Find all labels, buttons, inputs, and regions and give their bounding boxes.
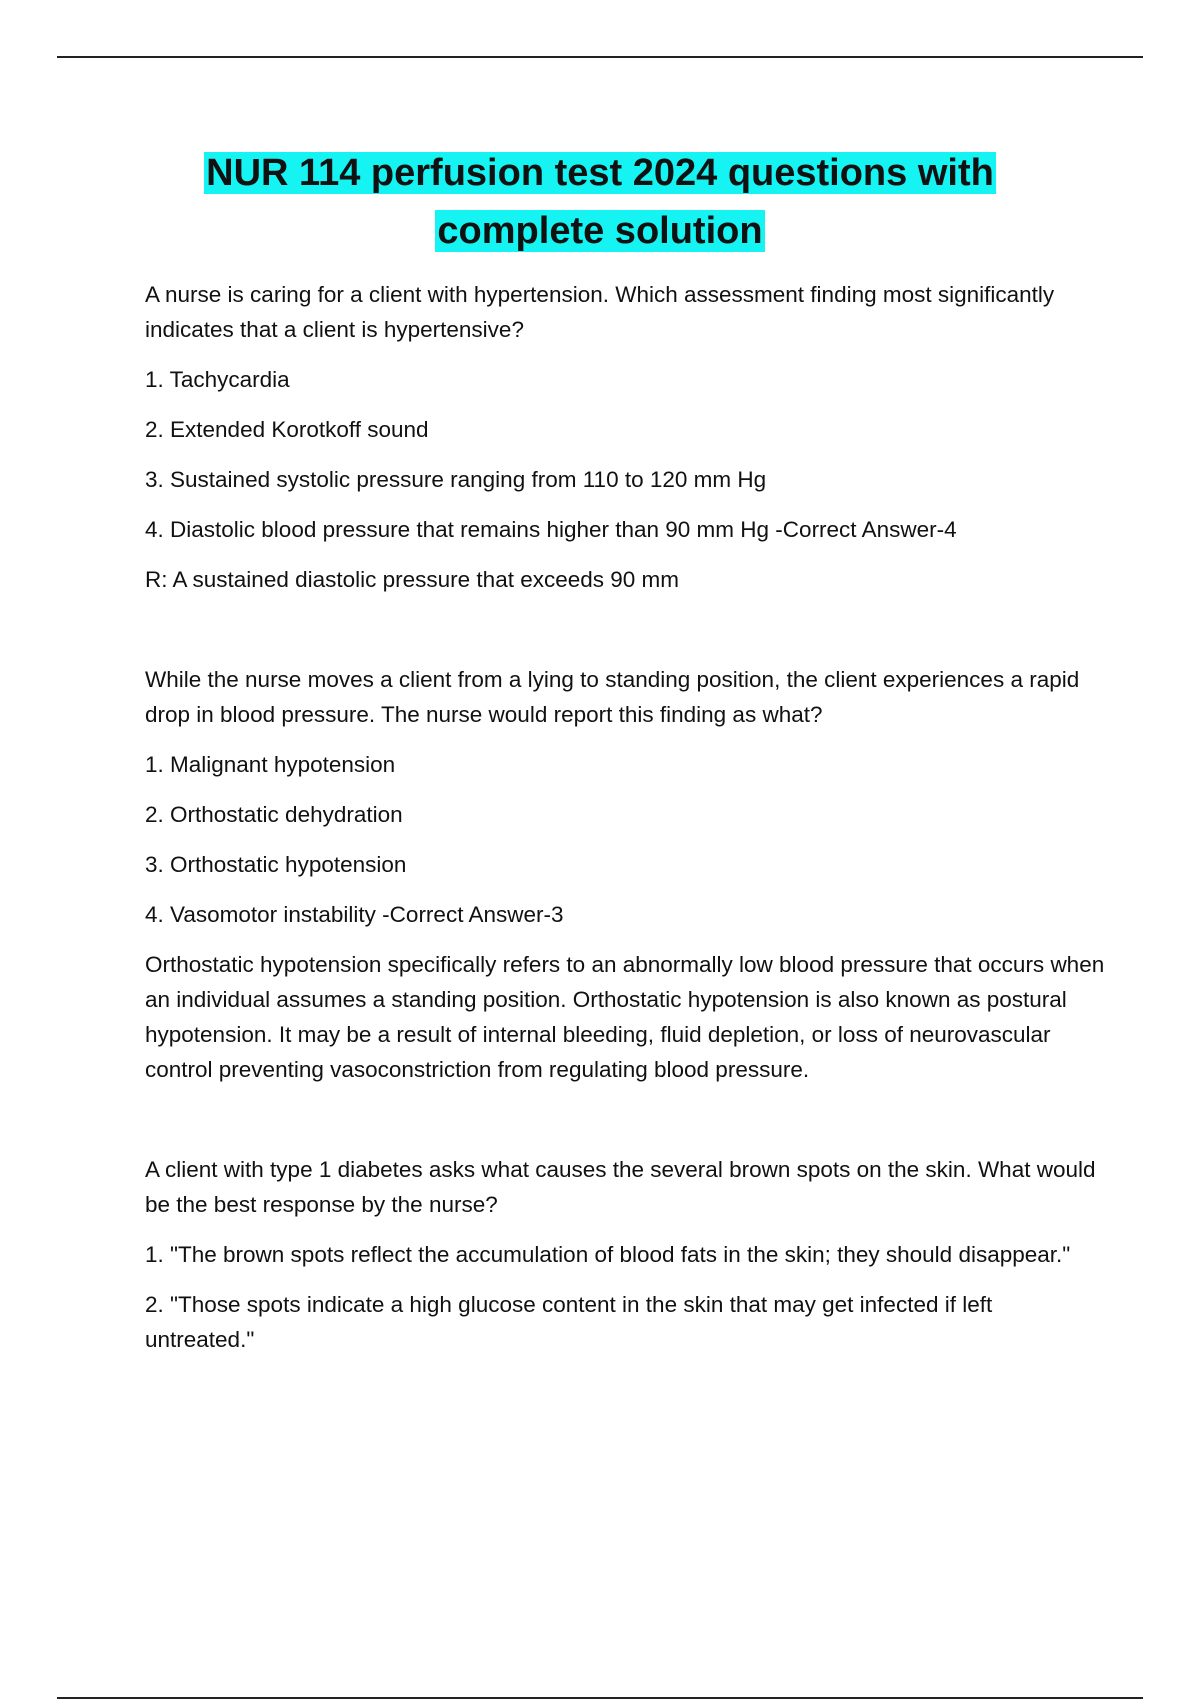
answer-option: 3. Sustained systolic pressure ranging from 110 to 120 mm Hg [145,467,767,492]
question-stem: While the nurse moves a client from a lying to standing position, the client experiences a rapid drop in blood pressure. The nurse would report this finding as what? [145,667,1080,727]
question-stem: A nurse is caring for a client with hypertension. Which assessment finding most significantly indicates that a client is hypertensive? [145,282,1055,342]
rationale-text: R: A sustained diastolic pressure that exceeds 90 mm [145,567,680,592]
document-body [145,277,1105,1372]
answer-option: 2. Orthostatic dehydration [145,802,403,827]
question-2 [145,662,1105,1087]
question-1 [145,277,1105,597]
answer-option: 3. Orthostatic hypotension [145,852,407,877]
answer-option: 4. Vasomotor instability -Correct Answer-3 [145,902,564,927]
answer-option: 1. "The brown spots reflect the accumulation of blood fats in the skin; they should disappear." [145,1242,1071,1267]
answer-option: 2. "Those spots indicate a high glucose content in the skin that may get infected if left untreated." [145,1292,993,1352]
title-line-1: NUR 114 perfusion test 2024 questions with [206,152,994,194]
question-stem: A client with type 1 diabetes asks what causes the several brown spots on the skin. What would be the best response by the nurse? [145,1157,1096,1217]
question-3 [145,1152,1105,1357]
title-line-2: complete solution [437,210,763,252]
answer-option: 4. Diastolic blood pressure that remains higher than 90 mm Hg -Correct Answer-4 [145,517,957,542]
answer-option: 1. Malignant hypotension [145,752,396,777]
answer-option: 2. Extended Korotkoff sound [145,417,429,442]
document-title [0,144,1200,260]
top-rule [57,56,1143,58]
answer-option: 1. Tachycardia [145,367,290,392]
bottom-rule [57,1697,1143,1699]
rationale-text: Orthostatic hypotension specifically refers to an abnormally low blood pressure that occurs when an individual assumes a standing position. Orthostatic hypotension is also known as postural hypotension. It may be a result of internal bleeding, fluid depletion, or loss of neurovascular control preventing vasoconstriction from regulating blood pressure. [145,952,1105,1082]
